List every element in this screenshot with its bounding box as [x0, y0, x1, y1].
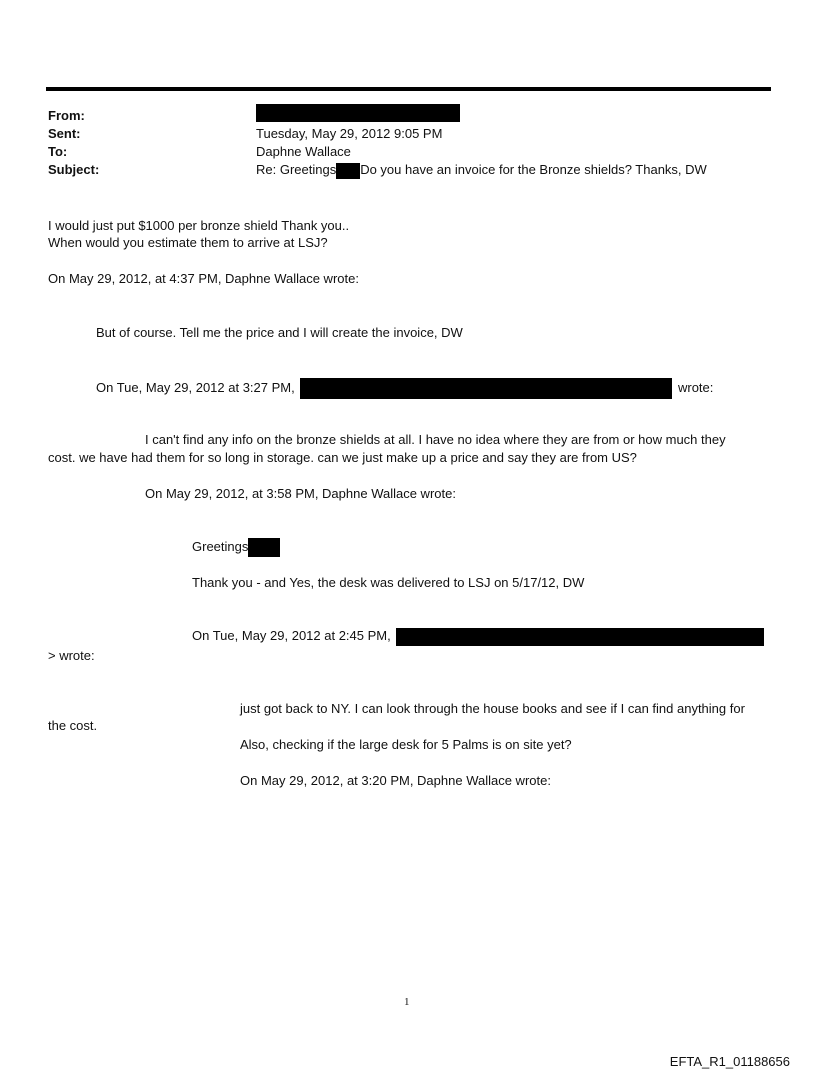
paragraph-line-2: cost. we have had them for so long in storage. can we just make up a price and say they are from US? — [48, 450, 637, 465]
to-label: To: — [48, 144, 68, 159]
sent-value: Tuesday, May 29, 2012 9:05 PM — [256, 126, 443, 141]
redaction-bar — [300, 378, 672, 399]
redaction-bar — [396, 628, 764, 646]
paragraph-line-1: I can't find any info on the bronze shields at all. I have no idea where they are from or how much they — [145, 432, 726, 447]
from-value — [256, 104, 460, 122]
quote-header-4-prefix: On Tue, May 29, 2012 at 2:45 PM, — [192, 628, 391, 643]
subject-prefix: Re: Greetings — [256, 162, 337, 177]
quote-header-1: On May 29, 2012, at 4:37 PM, Daphne Wallace wrote: — [48, 271, 359, 286]
sent-label: Sent: — [48, 126, 81, 141]
body-line-2: When would you estimate them to arrive at LSJ? — [48, 235, 328, 250]
greeting-text: Greetings — [192, 539, 249, 554]
thanks-line: Thank you - and Yes, the desk was delivered to LSJ on 5/17/12, DW — [192, 575, 585, 590]
quote-header-5: On May 29, 2012, at 3:20 PM, Daphne Wallace wrote: — [240, 773, 551, 788]
redaction-bar — [256, 104, 460, 122]
document-id: EFTA_R1_01188656 — [669, 1054, 790, 1069]
subject-suffix: Do you have an invoice for the Bronze shields? Thanks, DW — [360, 162, 707, 177]
quote-header-2-suffix: wrote: — [677, 379, 714, 395]
subject-value — [256, 162, 707, 179]
quote-header-4-tail: > wrote: — [48, 648, 95, 663]
redaction-bar — [248, 538, 280, 557]
nested-line-1: just got back to NY. I can look through the house books and see if I can find anything for — [240, 701, 745, 716]
subject-label: Subject: — [48, 162, 100, 177]
quote-header-3: On May 29, 2012, at 3:58 PM, Daphne Wallace wrote: — [145, 486, 456, 501]
body-line-1: I would just put $1000 per bronze shield Thank you.. — [48, 218, 350, 233]
header-rule — [46, 87, 771, 91]
quote-header-2 — [96, 378, 713, 399]
greeting-line — [192, 538, 280, 557]
page-number: 1 — [404, 996, 410, 1008]
to-value: Daphne Wallace — [256, 144, 351, 159]
from-label: From: — [48, 108, 85, 123]
redaction-bar — [336, 163, 360, 179]
quote-header-2-prefix: On Tue, May 29, 2012 at 3:27 PM, — [96, 379, 295, 395]
nested-line-2: the cost. — [48, 718, 98, 733]
nested-question: Also, checking if the large desk for 5 Palms is on site yet? — [240, 737, 572, 752]
quote-header-4 — [192, 627, 764, 646]
reply-line-1: But of course. Tell me the price and I will create the invoice, DW — [96, 325, 463, 340]
